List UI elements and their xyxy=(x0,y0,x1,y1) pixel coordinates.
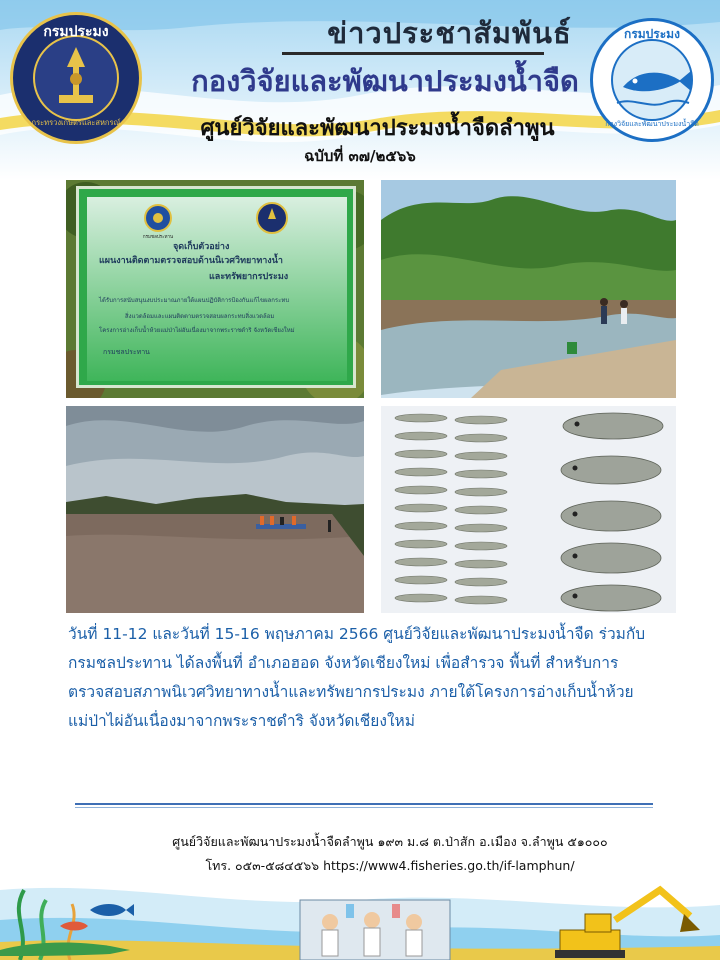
footer-address: ศูนย์วิจัยและพัฒนาประมงน้ำจืดลำพูน ๑๙๓ ม.๘ ต.ป่าสัก อ.เมือง จ.ลำพูน ๕๑๐๐๐ xyxy=(172,834,608,849)
sign-line-1: จุดเก็บตัวอย่าง xyxy=(173,242,230,252)
sign-seal-label: กรมชลประทาน xyxy=(142,235,174,240)
news-body xyxy=(68,620,668,736)
issue-number: ฉบับที่ ๓๗/๒๕๖๖ xyxy=(304,147,416,165)
body-line-3: ตรวจสอบสภาพนิเวศวิทยาทางน้ำและทรัพยากรประมง ภายใต้โครงการอ่างเก็บน้ำห้วย xyxy=(68,683,634,701)
signboard xyxy=(76,186,356,388)
photo-signboard xyxy=(66,180,364,398)
sign-line-2: แผนงานติดตามตรวจสอบด้านนิเวศวิทยาทางน้ำ xyxy=(99,256,283,266)
laboratory-icon xyxy=(300,900,450,960)
photo-fish-samples xyxy=(381,406,676,613)
footer-illustration xyxy=(0,860,720,960)
right-seal-bottom-text: กองวิจัยและพัฒนาประมงน้ำจืด xyxy=(605,120,699,128)
sign-line-5: สิ่งแวดล้อมและแผนติดตามตรวจสอบผลกระทบสิ่งแวดล้อม xyxy=(125,313,275,320)
sign-line-4: ได้รับการสนับสนุนงบประมาณภายใต้แผนปฏิบัติการป้องกันแก้ไขผลกระทบ xyxy=(99,297,290,304)
sign-line-3: และทรัพยากรประมง xyxy=(209,272,289,282)
left-seal-bottom-text: กระทรวงเกษตรและสหกรณ์ xyxy=(31,118,121,127)
footer-rule-top xyxy=(75,803,653,805)
left-seal xyxy=(10,12,142,144)
left-seal-top-text: กรมประมง xyxy=(43,24,109,40)
photo-stream-survey xyxy=(381,180,676,398)
header-banner xyxy=(0,0,720,180)
fisheries-logo-icon xyxy=(255,201,289,235)
fish-samples-scene xyxy=(381,406,676,613)
river-scene xyxy=(66,406,364,613)
sign-line-6: โครงการอ่างเก็บน้ำห้วยแม่ป่าไผ่อันเนื่องมาจากพระราชดำริ จังหวัดเชียงใหม่ xyxy=(99,327,295,334)
news-title: ข่าวประชาสัมพันธ์ xyxy=(327,16,572,50)
body-line-2: กรมชลประทาน ได้ลงพื้นที่ อำเภอฮอด จังหวัดเชียงใหม่ เพื่อสำรวจ พื้นที่ สำหรับการ xyxy=(68,654,619,672)
body-line-4: แม่ป่าไผ่อันเนื่องมาจากพระราชดำริ จังหวัดเชียงใหม่ xyxy=(68,712,415,730)
body-line-1: วันที่ 11-12 และวันที่ 15-16 พฤษภาคม 2566 ศูนย์วิจัยและพัฒนาประมงน้ำจืด ร่วมกับ xyxy=(68,625,646,643)
stream-scene xyxy=(381,180,676,398)
footer-decoration xyxy=(0,860,720,960)
photo-river-boat xyxy=(66,406,364,613)
title-underline xyxy=(282,52,544,55)
center-name: ศูนย์วิจัยและพัฒนาประมงน้ำจืดลำพูน xyxy=(200,116,555,141)
footer-contact: โทร. ๐๕๓-๕๘๔๕๖๖ https://www4.fisheries.go.th/if-lamphun/ xyxy=(205,858,575,873)
right-seal xyxy=(590,18,714,142)
irrigation-dept-logo-icon xyxy=(143,203,173,233)
right-seal-top-text: กรมประมง xyxy=(624,27,680,41)
division-title: กองวิจัยและพัฒนาประมงน้ำจืด xyxy=(191,64,579,98)
sign-line-7: กรมชลประทาน xyxy=(103,348,150,356)
footer-rule-bottom xyxy=(75,807,653,808)
